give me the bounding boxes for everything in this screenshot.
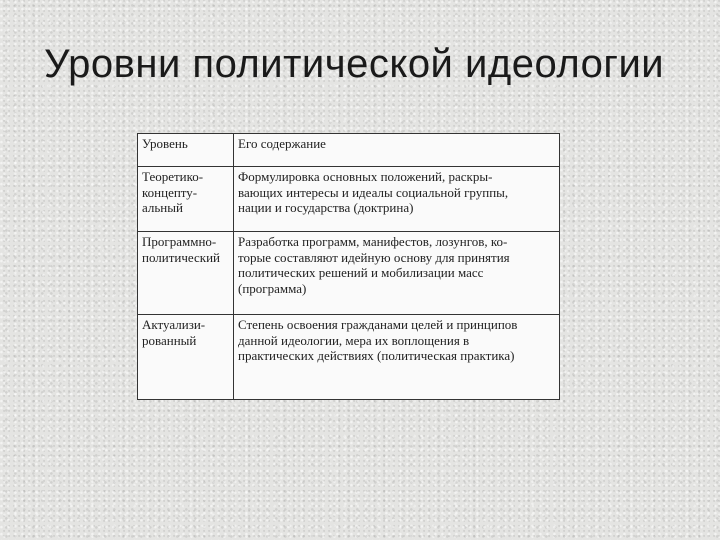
level-text: Теоретико- концепту- альный: [142, 169, 204, 215]
header-content: Его содержание: [234, 134, 560, 167]
slide-title: Уровни политической идеологии: [44, 42, 665, 86]
header-level: Уровень: [138, 134, 234, 167]
content-cell: [234, 232, 560, 315]
level-text: Актуализи- рованный: [142, 317, 206, 348]
content-text: Степень освоения гражданами целей и принципов данной идеологии, мера их воплощения в практических действиях (политическая практика): [238, 317, 518, 363]
ideology-levels-table: [137, 133, 560, 400]
table-row: [138, 232, 560, 315]
level-text: Программно- политический: [142, 234, 220, 265]
content-text: Разработка программ, манифестов, лозунгов, ко- торые составляют идейную основу для принятия политических решений и мобилизации масс (программа): [238, 234, 510, 296]
content-cell: [234, 315, 560, 400]
table-row: [138, 315, 560, 400]
content-text: Формулировка основных положений, раскры- вающих интересы и идеалы социальной группы, нации и государства (доктрина): [238, 169, 509, 215]
content-cell: [234, 167, 560, 232]
level-cell: [138, 232, 234, 315]
table-header-row: [138, 134, 560, 167]
level-cell: [138, 167, 234, 232]
level-cell: [138, 315, 234, 400]
table-row: [138, 167, 560, 232]
